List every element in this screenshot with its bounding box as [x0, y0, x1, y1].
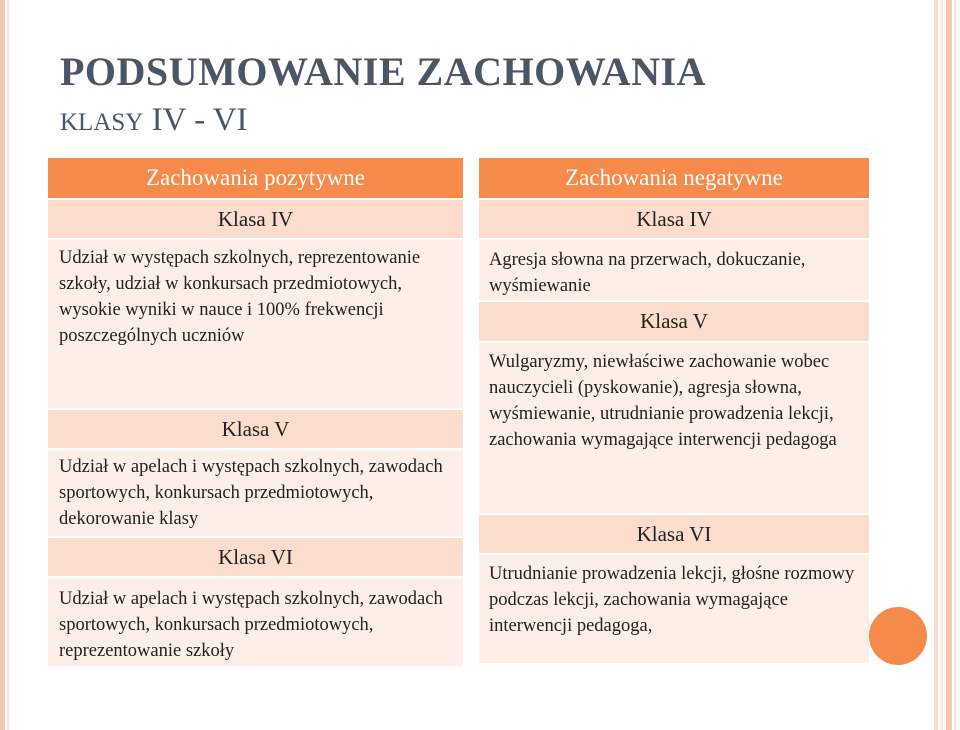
positive-class-iv-text: Udział w występach szkolnych, reprezentowanie szkoły, udział w konkursach przedmiotowych, wysokie wyniki w nauce i 100% frekwencji poszczególnych uczniów: [48, 238, 463, 408]
negative-class-v-label: Klasa V: [479, 300, 869, 341]
positive-class-vi-text: Udział w apelach i występach szkolnych, zawodach sportowych, konkursach przedmiotowych, reprezentowanie szkoły: [48, 576, 463, 666]
negative-header: Zachowania negatywne: [479, 158, 869, 198]
negative-column: [479, 158, 869, 663]
title-line2: [60, 104, 860, 137]
positive-class-iv-label: Klasa IV: [48, 198, 463, 238]
left-decor-bar: [0, 0, 5, 730]
negative-class-iv-text: Agresja słowna na przerwach, dokuczanie, wyśmiewanie: [479, 238, 869, 300]
negative-class-vi-label: Klasa VI: [479, 513, 869, 553]
negative-class-vi-text: Utrudnianie prowadzenia lekcji, głośne rozmowy podczas lekcji, zachowania wymagające interwencji pedagoga,: [479, 553, 869, 663]
negative-class-iv-label: Klasa IV: [479, 198, 869, 238]
right-decor-bars: [930, 0, 960, 730]
decor-circle: [869, 607, 927, 665]
positive-header: Zachowania pozytywne: [48, 158, 463, 198]
positive-class-vi-label: Klasa VI: [48, 536, 463, 576]
title-line1: PODSUMOWANIE ZACHOWANIA: [60, 49, 706, 94]
left-decor-line: [7, 0, 9, 730]
title-line2-small: KLASY: [60, 109, 144, 136]
negative-class-v-text: Wulgaryzmy, niewłaściwe zachowanie wobec nauczycieli (pyskowanie), agresja słowna, wyśmiewanie, utrudnianie prowadzenia lekcji, zachowania wymagające interwencji pedagoga: [479, 341, 869, 513]
positive-class-v-label: Klasa V: [48, 408, 463, 448]
slide-title: [60, 49, 860, 138]
title-line2-rest: IV - VI: [143, 102, 248, 138]
positive-class-v-text: Udział w apelach i występach szkolnych, zawodach sportowych, konkursach przedmiotowych, dekorowanie klasy: [48, 448, 463, 536]
positive-column: [48, 158, 463, 666]
